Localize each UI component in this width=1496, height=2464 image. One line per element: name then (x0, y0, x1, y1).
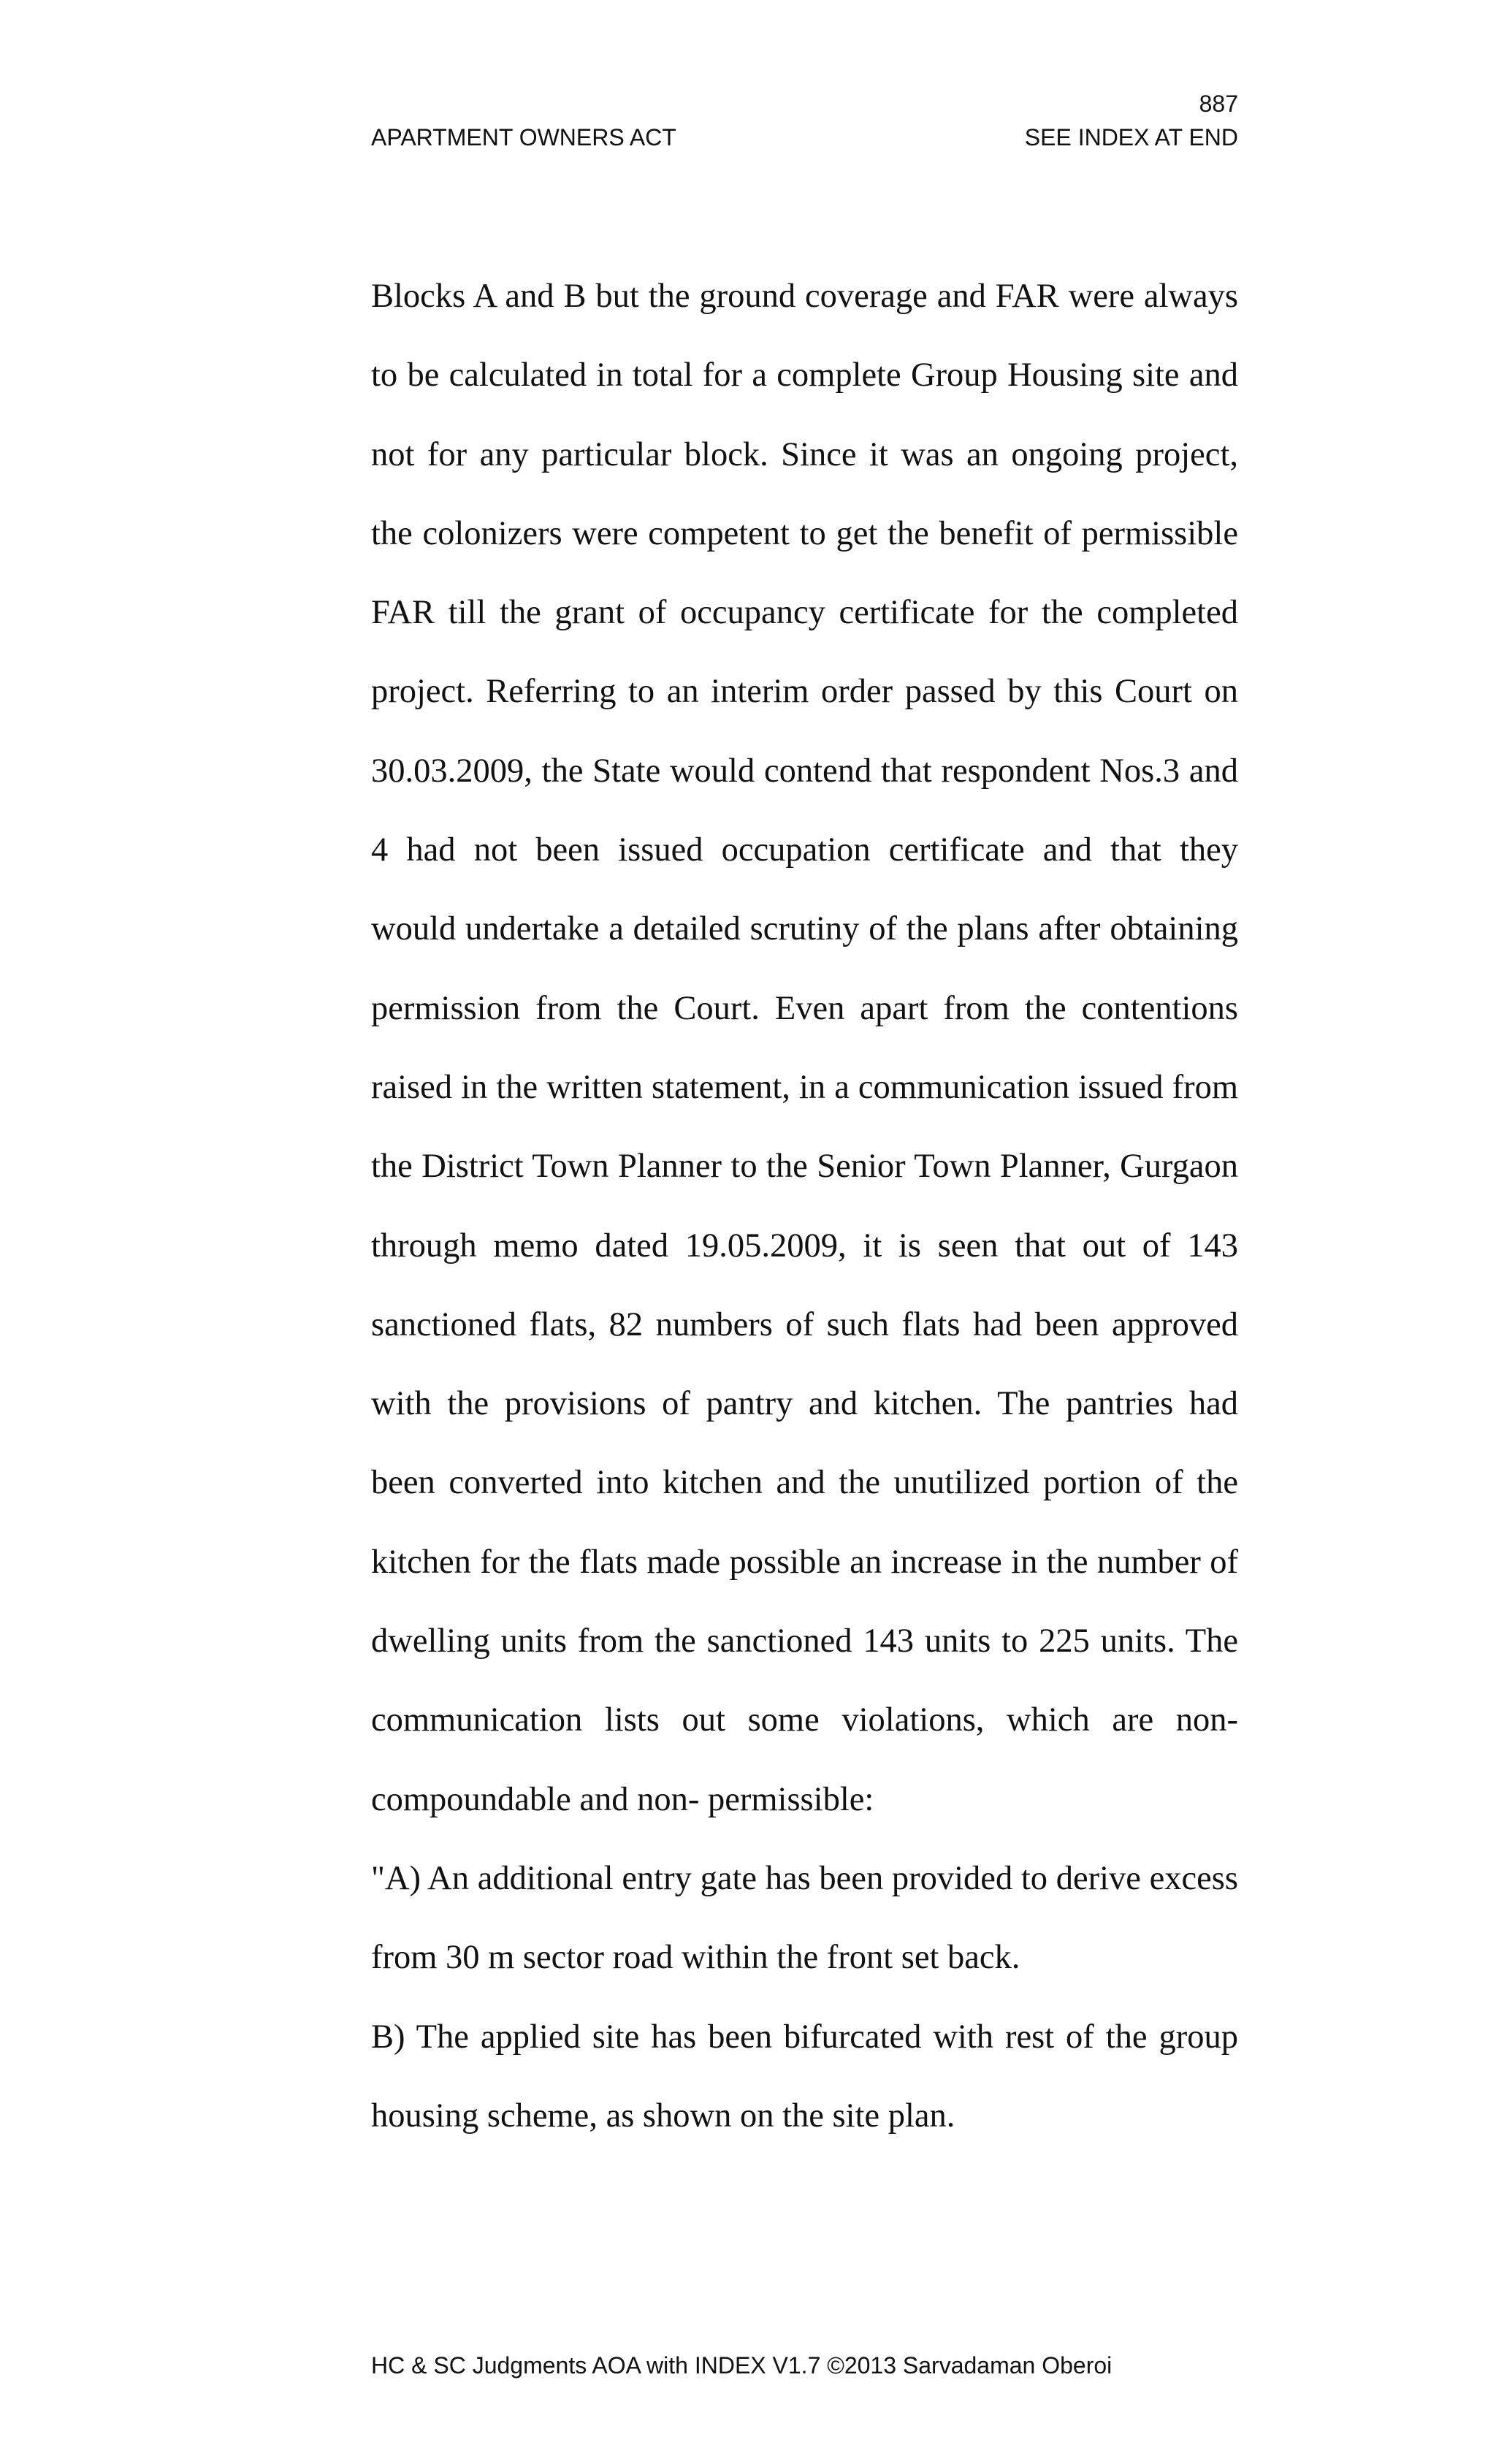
page-footer: HC & SC Judgments AOA with INDEX V1.7 ©2013 Sarvadaman Oberoi (371, 2352, 1113, 2379)
paragraph-violation-a: "A) An additional entry gate has been provided to derive excess from 30 m sector road within the front set back. (371, 1859, 1238, 1977)
paragraph-main: Blocks A and B but the ground coverage and FAR were always to be calculated in total for a complete Group Housing site and not for any particular block. Since it was an ongoing project, the colonizers were competent to get the benefit of permissible FAR till the grant of occupancy certificate for the completed project. Referring to an interim order passed by this Court on 30.03.2009, the State would contend that respondent Nos.3 and 4 had not been issued occupation certificate and that they would undertake a detailed scrutiny of the plans after obtaining permission from the Court. Even apart from the contentions raised in the written statement, in a communication issued from the District Town Planner to the Senior Town Planner, Gurgaon through memo dated 19.05.2009, it is seen that out of 143 sanctioned flats, 82 numbers of such flats had been approved with the provisions of pantry and kitchen. The pantries had been converted into kitchen and the unutilized portion of the kitchen for the flats made possible an increase in the number of dwelling units from the sanctioned 143 units to 225 units. The communication lists out some violations, which are non-compoundable and non- permissible: (371, 278, 1238, 1818)
page-number: 887 (1199, 91, 1238, 117)
paragraph-violation-b: B) The applied site has been bifurcated with rest of the group housing scheme, as shown on the site plan. (371, 2018, 1238, 2135)
running-header-left: APARTMENT OWNERS ACT (371, 124, 676, 150)
running-header (371, 123, 1238, 152)
running-header-right: SEE INDEX AT END (1024, 124, 1238, 150)
body-text (371, 257, 1238, 2156)
